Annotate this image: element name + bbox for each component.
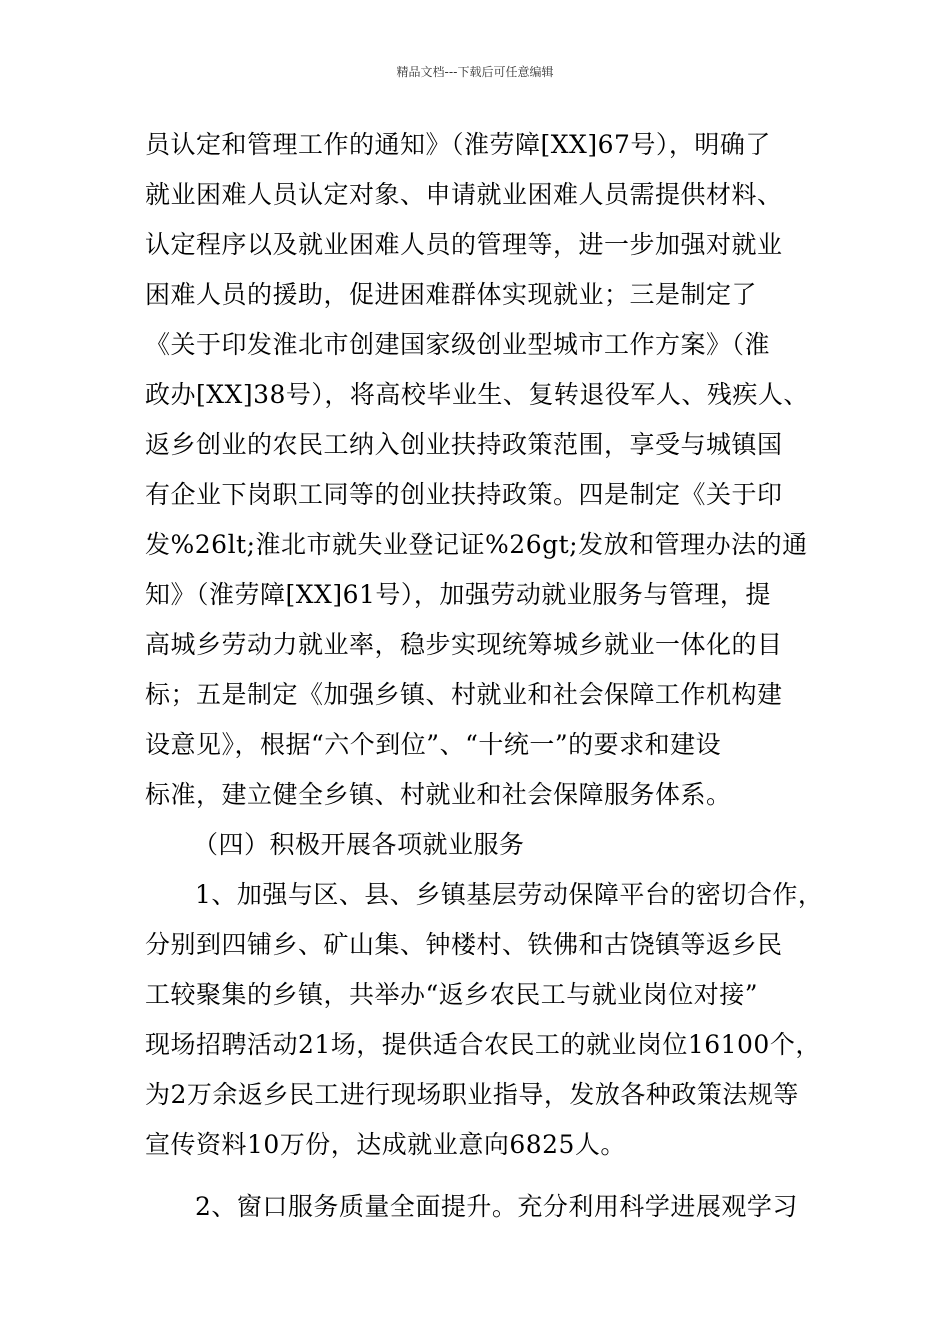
body-line: 高城乡劳动力就业率，稳步实现统筹城乡就业一体化的目 [145,630,783,659]
body-line: 设意见》，根据“六个到位”、“十统一”的要求和建设 [145,730,722,759]
body-line: 就业困难人员认定对象、申请就业困难人员需提供材料、 [145,180,783,209]
body-line: 员认定和管理工作的通知》（淮劳障[XX]67号），明确了 [145,130,771,159]
body-line: 困难人员的援助，促进困难群体实现就业；三是制定了 [145,280,758,309]
body-line: 标准，建立健全乡镇、村就业和社会保障服务体系。 [145,780,732,809]
para1-line: 1、加强与区、县、乡镇基层劳动保障平台的密切合作， [195,880,824,909]
body-line: 返乡创业的农民工纳入创业扶持政策范围，享受与城镇国 [145,430,783,459]
body-line: 认定程序以及就业困难人员的管理等，进一步加强对就业 [145,230,783,259]
para1-line: 宣传资料10万份，达成就业意向6825人。 [145,1130,626,1159]
para1-line: 分别到四铺乡、矿山集、钟楼村、铁佛和古饶镇等返乡民 [145,930,783,959]
para1-line: 现场招聘活动21场，提供适合农民工的就业岗位16100个， [145,1030,821,1059]
body-line: 标；五是制定《加强乡镇、村就业和社会保障工作机构建 [145,680,783,709]
body-line: 《关于印发淮北市创建国家级创业型城市工作方案》（淮 [145,330,771,359]
body-line: 有企业下岗职工同等的创业扶持政策。四是制定《关于印 [145,480,783,509]
body-line: 政办[XX]38号），将高校毕业生、复转退役军人、残疾人、 [145,380,809,409]
section-heading: （四）积极开展各项就业服务 [193,830,525,859]
para1-line: 工较聚集的乡镇，共举办“返乡农民工与就业岗位对接” [145,980,759,1009]
body-line: 发%26lt;淮北市就失业登记证%26gt;发放和管理办法的通 [145,530,808,559]
para1-line: 为2万余返乡民工进行现场职业指导，发放各种政策法规等 [145,1080,799,1109]
body-line: 知》（淮劳障[XX]61号），加强劳动就业服务与管理，提 [145,580,771,609]
page-header: 精品文档---下载后可任意编辑 [396,65,554,79]
para2-line: 2、窗口服务质量全面提升。充分利用科学进展观学习 [195,1192,798,1221]
document-body [145,120,825,1232]
